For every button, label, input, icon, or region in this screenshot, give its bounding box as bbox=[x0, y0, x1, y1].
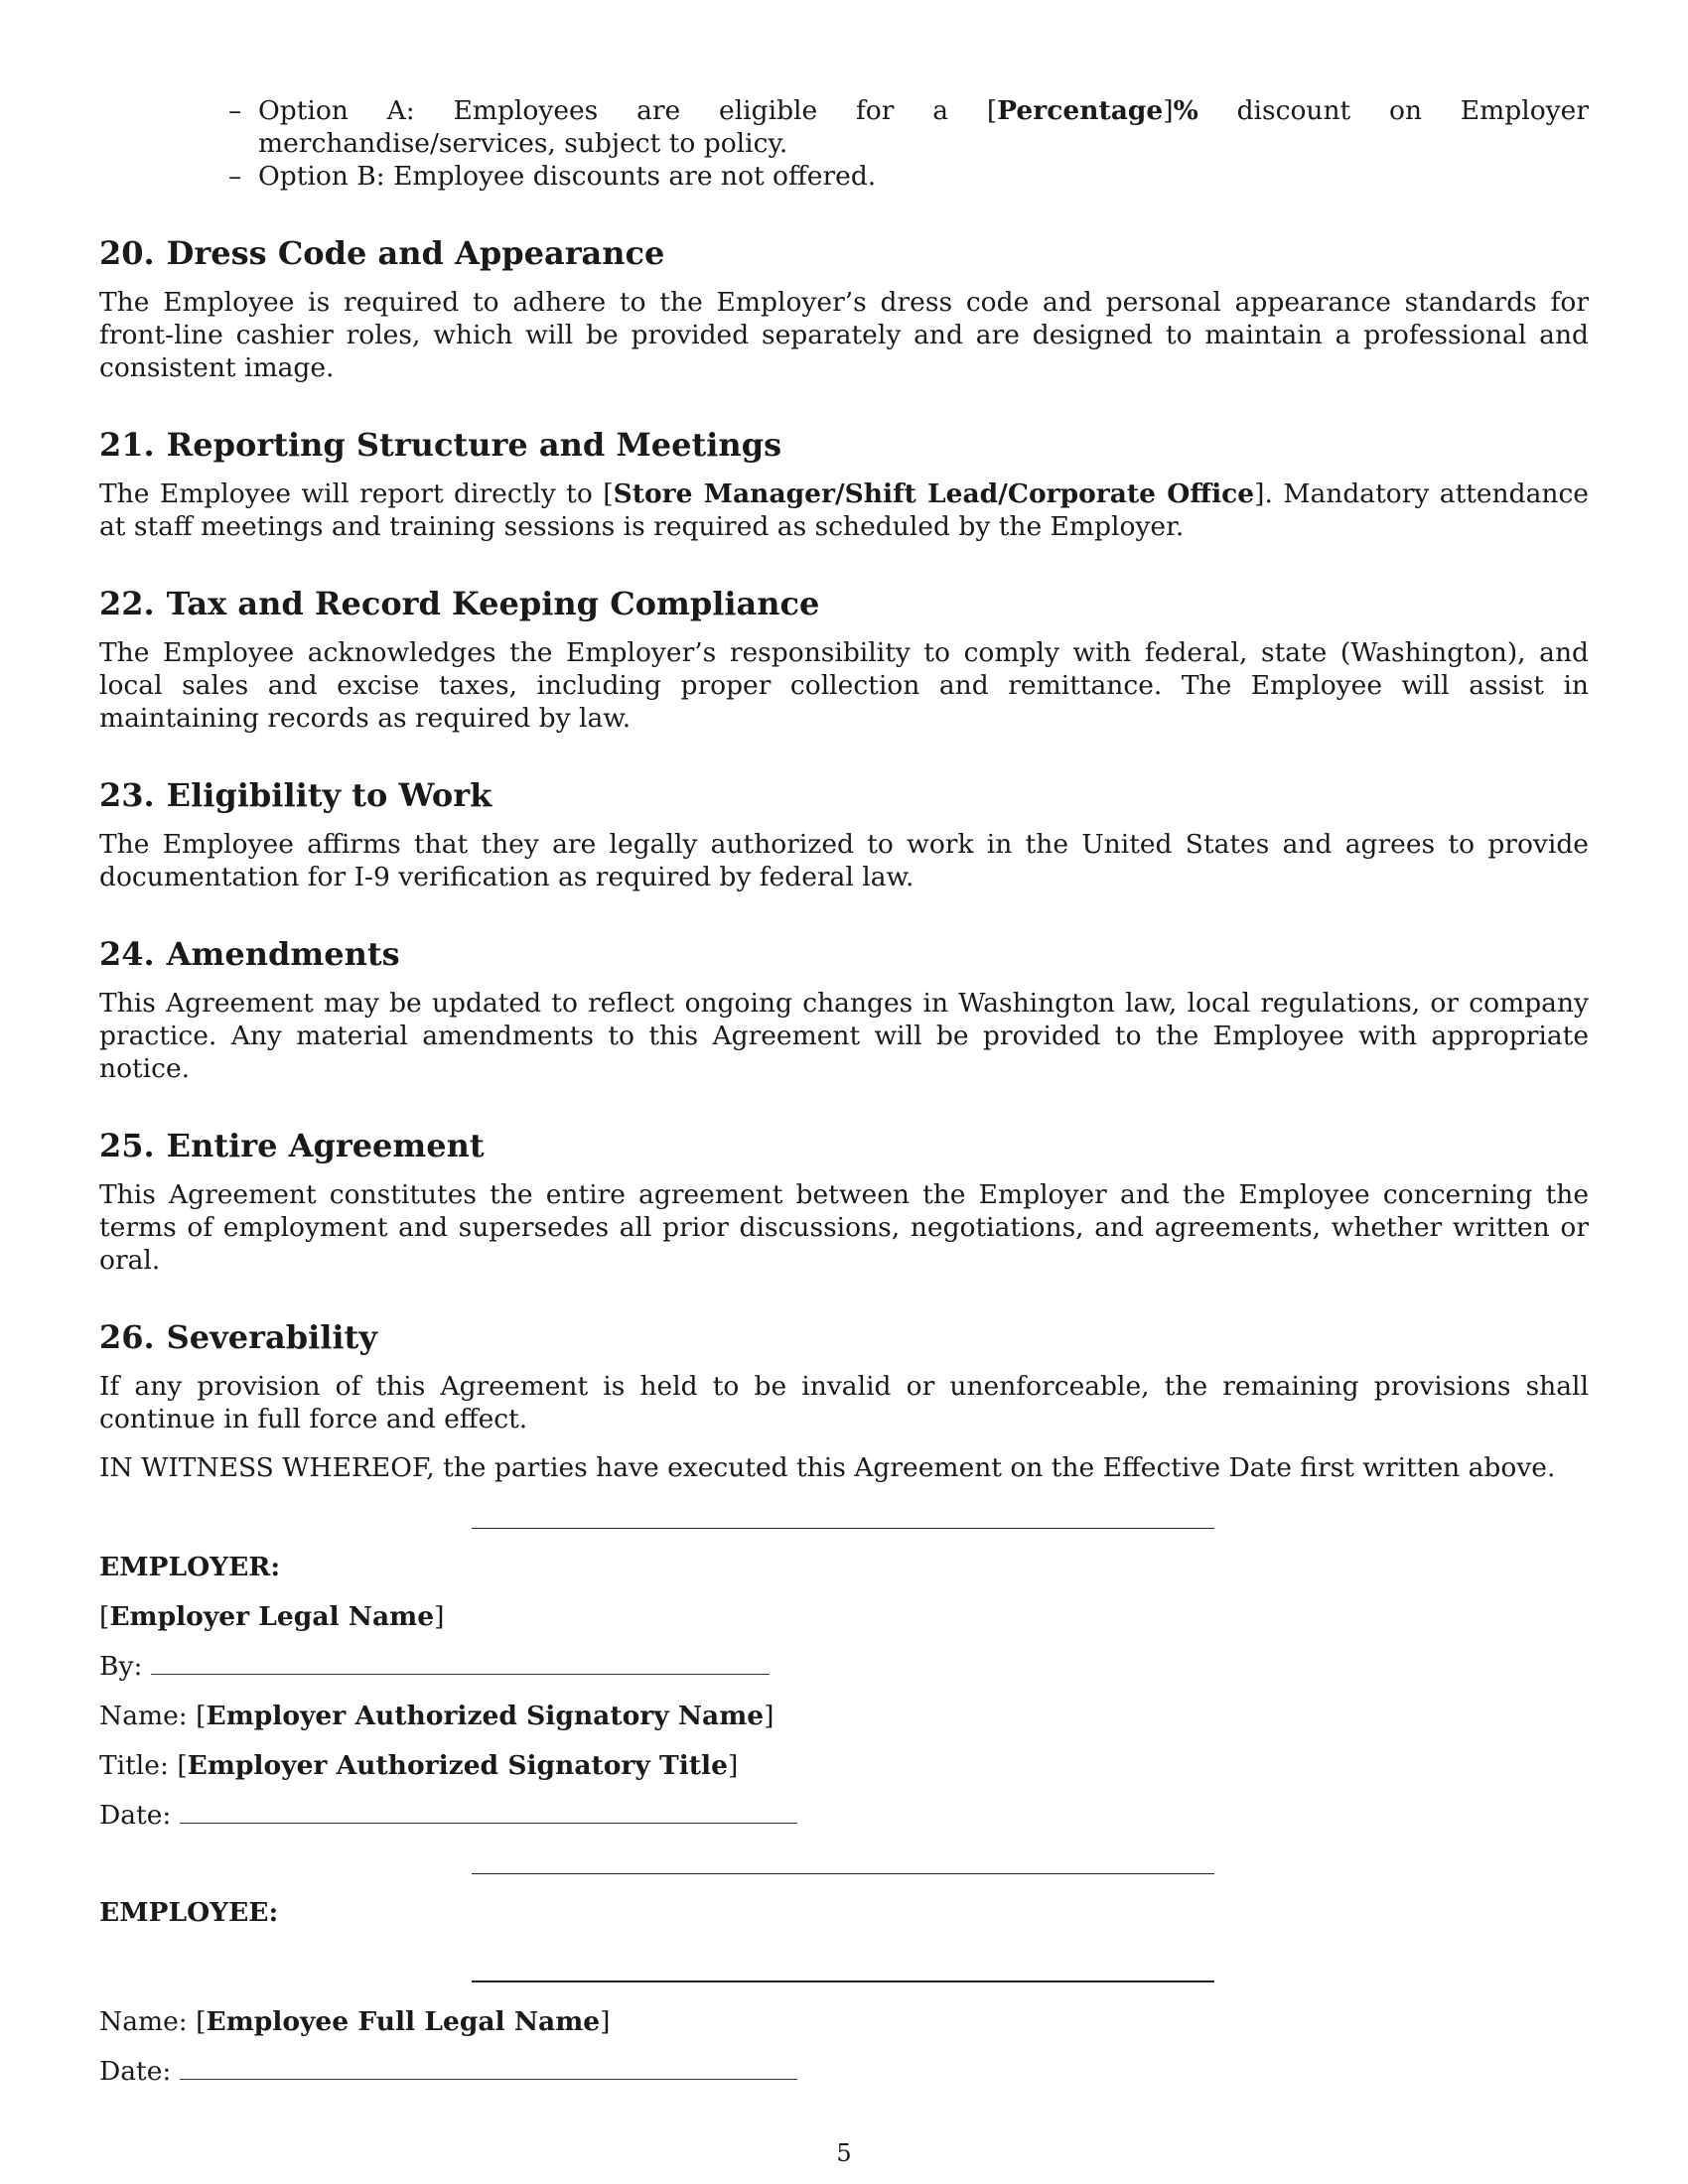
employer-legal-name: Employer Legal Name bbox=[109, 1601, 435, 1632]
section-heading: 26. Severability bbox=[99, 1318, 377, 1356]
witness-clause: IN WITNESS WHEREOF, the parties have executed this Agreement on the Effective Date first written above. bbox=[99, 1452, 1556, 1483]
document-page bbox=[99, 94, 1589, 2088]
section-body: The Employee will report directly to [Store Manager/Shift Lead/Corporate Office]. Mandatory attendance at staff meetings and training sessions is required as scheduled by the Employer. bbox=[99, 478, 1589, 542]
section-heading: 25. Entire Agreement bbox=[99, 1127, 485, 1164]
employer-heading: EMPLOYER: bbox=[99, 1552, 281, 1582]
dash-bullet: – bbox=[228, 161, 242, 192]
section-heading: 20. Dress Code and Appearance bbox=[99, 234, 665, 272]
section-body: The Employee affirms that they are legally authorized to work in the United States and agrees to provide documentation for I-9 verification as required by federal law. bbox=[99, 829, 1589, 892]
employer-date-field[interactable] bbox=[180, 1801, 797, 1824]
by-signature-field[interactable] bbox=[151, 1652, 770, 1675]
section-23 bbox=[99, 776, 1589, 893]
section-heading: 21. Reporting Structure and Meetings bbox=[99, 426, 782, 464]
section-20 bbox=[99, 234, 1589, 384]
section-heading: 23. Eligibility to Work bbox=[99, 776, 492, 814]
employee-signature-field[interactable] bbox=[472, 1980, 1214, 1982]
section-body: This Agreement may be updated to reflect ongoing changes in Washington law, local regulations, or company practice. Any material amendments to this Agreement will be provided to the Employee with appropriate notice. bbox=[99, 988, 1589, 1084]
discount-options-list bbox=[228, 94, 1589, 193]
section-22 bbox=[99, 585, 1589, 735]
employer-signature-block: EMPLOYER: [Employer Legal Name] By: Name: [Employer Authorized Signatory Name] Title: [Employer Authorized Signatory Title] Date: bbox=[99, 1551, 1589, 1832]
section-heading: 24. Amendments bbox=[99, 935, 400, 973]
employee-date-field[interactable] bbox=[180, 2057, 797, 2080]
list-item: – Option B: Employee discounts are not offered. bbox=[228, 161, 877, 192]
employee-full-name: Employee Full Legal Name bbox=[206, 2006, 601, 2037]
section-body: The Employee acknowledges the Employer’s responsibility to comply with federal, state (Washington), and local sales and excise taxes, including proper collection and remittance. The Employee will assist in maintaining records as required by law. bbox=[99, 637, 1589, 734]
signature-line bbox=[472, 1873, 1214, 1874]
section-26 bbox=[99, 1318, 1589, 1484]
section-heading: 22. Tax and Record Keeping Compliance bbox=[99, 585, 820, 622]
signature-line bbox=[472, 1528, 1214, 1529]
employee-heading: EMPLOYEE: bbox=[99, 1897, 279, 1928]
employer-signatory-name: Employer Authorized Signatory Name bbox=[206, 1701, 765, 1731]
placeholder-reporting: Store Manager/Shift Lead/Corporate Office bbox=[613, 478, 1255, 509]
section-body: The Employee is required to adhere to the Employer’s dress code and personal appearance standards for front-line cashier roles, which will be provided separately and are designed to maintain a professional and consistent image. bbox=[99, 287, 1589, 383]
section-body: If any provision of this Agreement is held to be invalid or unenforceable, the remaining provisions shall continue in full force and effect. bbox=[99, 1371, 1589, 1434]
section-body: This Agreement constitutes the entire agreement between the Employer and the Employee concerning the terms of employment and supersedes all prior discussions, negotiations, and agreements, whether written or oral. bbox=[99, 1179, 1589, 1276]
section-25 bbox=[99, 1127, 1589, 1277]
employer-signatory-title: Employer Authorized Signatory Title bbox=[187, 1750, 728, 1781]
page-number: 5 bbox=[836, 2139, 852, 2167]
employee-signature-block: EMPLOYEE: Name: [Employee Full Legal Name] Date: bbox=[99, 1896, 1589, 2088]
list-item: – Option A: Employees are eligible for a [Percentage]% discount on Employer merchandise/services, subject to policy. bbox=[228, 95, 1589, 159]
placeholder-percentage: Percentage bbox=[997, 95, 1164, 126]
section-24 bbox=[99, 935, 1589, 1085]
dash-bullet: – bbox=[228, 95, 242, 126]
section-21 bbox=[99, 426, 1589, 543]
